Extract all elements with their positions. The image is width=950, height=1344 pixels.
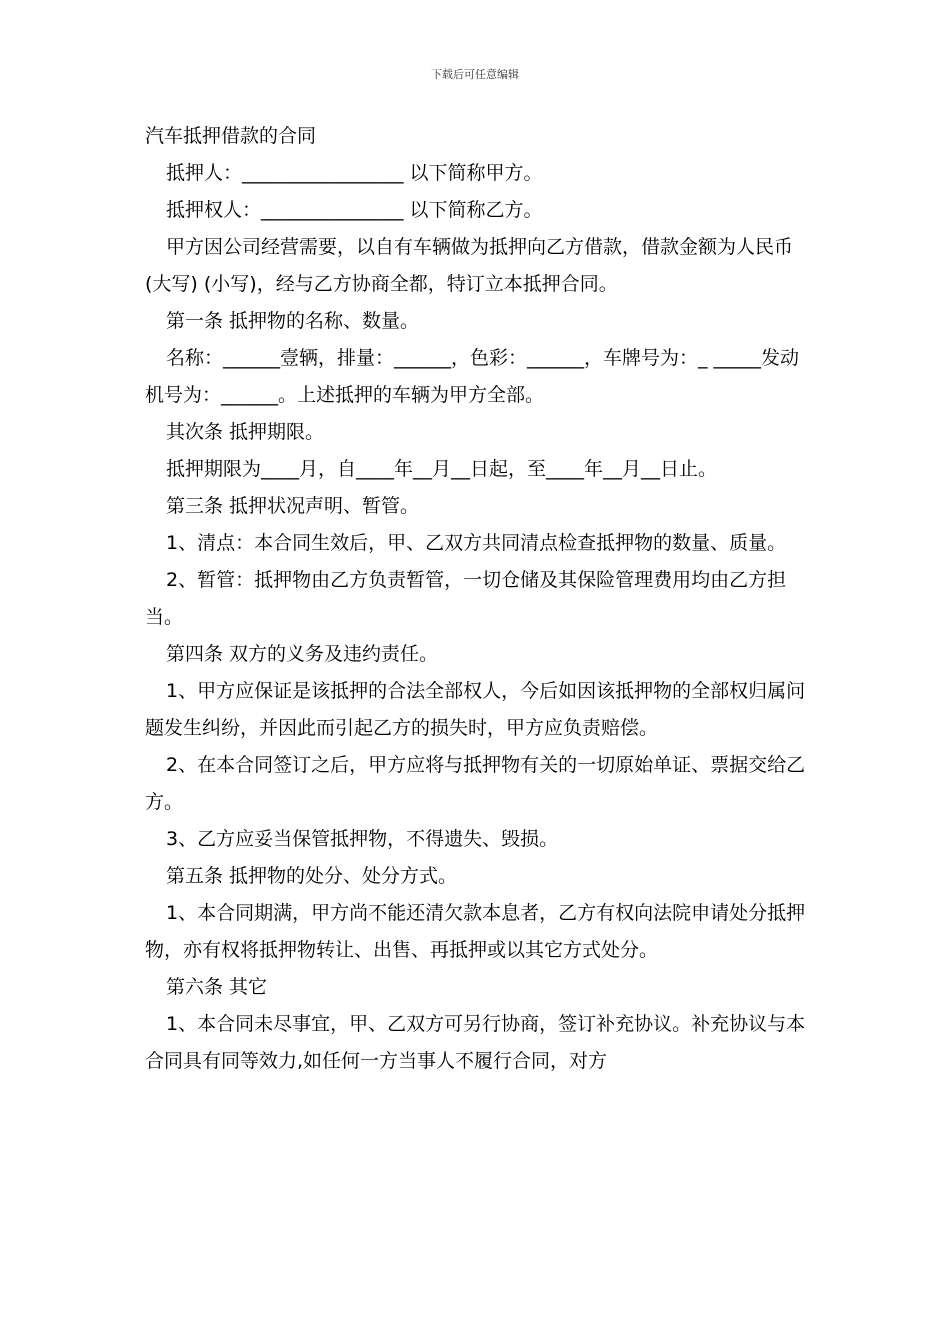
document-title: 汽车抵押借款的合同 xyxy=(145,125,317,147)
article-3-heading: 第三条 抵押状况声明、暂管。 xyxy=(166,495,420,517)
page-header-note: 下载后可任意编辑 xyxy=(431,68,519,81)
paragraph-ownership-warranty: 1、甲方应保证是该抵押的合法全部权人，今后如因该抵押物的全部权归属问题发生纠纷，并因此而引起乙方的损失时，甲方应负责赔偿。 xyxy=(145,680,806,739)
paragraph-term: 抵押期限为____月，自____年__月__日起，至____年__月__日止。 xyxy=(166,458,718,480)
paragraph-vehicle-details: 名称：______壹辆，排量：______，色彩：______，车牌号为：_ _____发动机号为：______。上述抵押的车辆为甲方全部。 xyxy=(145,347,800,406)
paragraph-documents-handover: 2、在本合同签订之后，甲方应将与抵押物有关的一切原始单证、票据交给乙方。 xyxy=(145,754,806,813)
article-5-heading: 第五条 抵押物的处分、处分方式。 xyxy=(166,865,458,887)
article-1-heading: 第一条 抵押物的名称、数量。 xyxy=(166,310,420,332)
document-body xyxy=(145,118,810,1080)
paragraph-disposal: 1、本合同期满，甲方尚不能还清欠款本息者，乙方有权向法院申请处分抵押物，亦有权将抵押物转让、出售、再抵押或以其它方式处分。 xyxy=(145,902,806,961)
paragraph-preamble: 甲方因公司经营需要，以自有车辆做为抵押向乙方借款，借款金额为人民币 (大写) (小写)，经与乙方协商全都，特订立本抵押合同。 xyxy=(145,236,794,295)
paragraph-safekeeping: 3、乙方应妥当保管抵押物，不得遗失、毁损。 xyxy=(166,828,559,850)
paragraph-custody: 2、暂管：抵押物由乙方负责暂管，一切仓储及其保险管理费用均由乙方担当。 xyxy=(145,569,787,628)
paragraph-inventory: 1、清点：本合同生效后，甲、乙双方共同清点检查抵押物的数量、质量。 xyxy=(166,532,787,554)
paragraph-mortgagor: 抵押人：_________________ 以下简称甲方。 xyxy=(166,162,543,184)
paragraph-supplementary: 1、本合同未尽事宜，甲、乙双方可另行协商，签订补充协议。补充协议与本合同具有同等效力,如任何一方当事人不履行合同，对方 xyxy=(145,1013,806,1072)
article-2-heading: 其次条 抵押期限。 xyxy=(166,421,325,443)
paragraph-mortgagee: 抵押权人：_______________ 以下简称乙方。 xyxy=(166,199,543,221)
article-4-heading: 第四条 双方的义务及违约责任。 xyxy=(166,643,439,665)
article-6-heading: 第六条 其它 xyxy=(166,976,268,998)
